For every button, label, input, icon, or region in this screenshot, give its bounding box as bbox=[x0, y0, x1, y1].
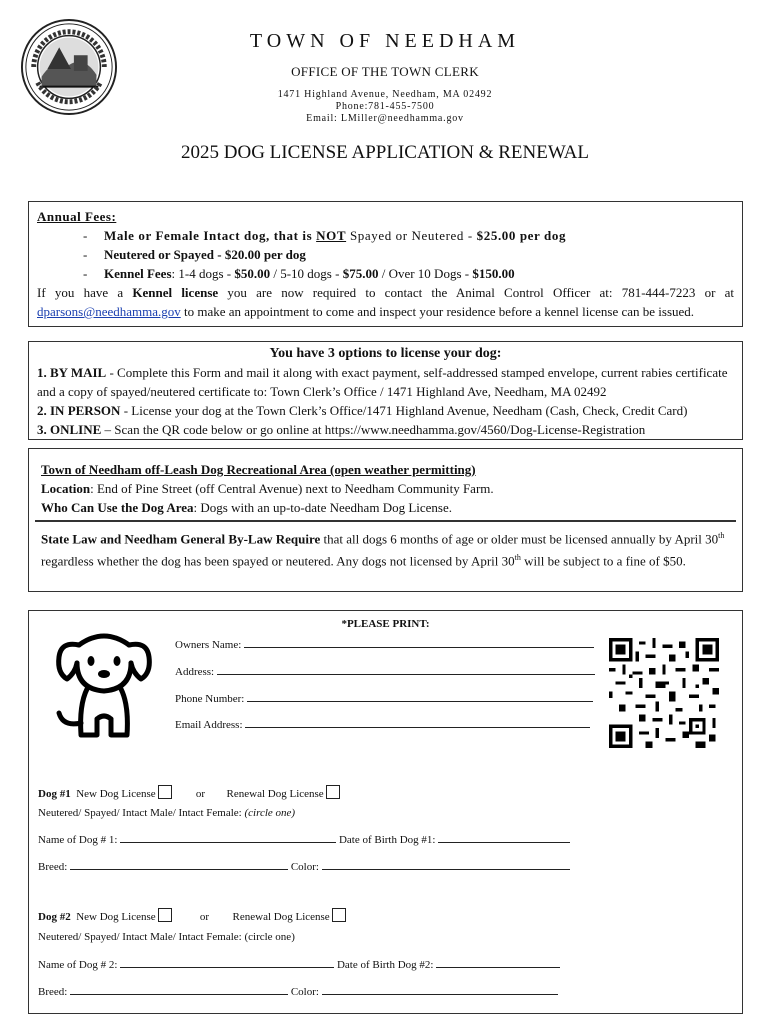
dog2-name-row bbox=[38, 957, 560, 971]
mail-label: 1. BY MAIL bbox=[37, 365, 107, 380]
annual-fees-box bbox=[28, 201, 743, 327]
dog1-name-field[interactable] bbox=[120, 832, 336, 843]
who-text: : Dogs with an up-to-date Needham Dog License. bbox=[193, 500, 452, 515]
dog2-license-type-row bbox=[38, 908, 346, 923]
dog1-color-label: Color: bbox=[290, 861, 319, 873]
email-field[interactable] bbox=[245, 717, 590, 728]
law-text2: regardless whether the dog has been spayed or neutered. Any dogs not licensed by April 30 bbox=[41, 553, 515, 569]
divider bbox=[35, 520, 736, 522]
options-heading: You have 3 options to license your dog: bbox=[269, 346, 502, 361]
dog2-or: or bbox=[199, 911, 210, 923]
dog2-breed-label: Breed: bbox=[38, 986, 68, 998]
dog1-breed-label: Breed: bbox=[38, 861, 68, 873]
superscript-th: th bbox=[514, 553, 521, 563]
dog-park-heading-text: Town of Needham off-Leash Dog Recreational Area (open weather permitting) bbox=[41, 462, 476, 477]
fee-item-neutered: - Neutered or Spayed - $20.00 per dog bbox=[83, 247, 306, 262]
dog2-name-field[interactable] bbox=[120, 957, 334, 968]
person-text: - License your dog at the Town Clerk’s Office/1471 Highland Avenue, Needham (Cash, Check, Credit Card) bbox=[120, 403, 688, 418]
dog-park-box bbox=[28, 448, 743, 592]
application-form-box bbox=[28, 610, 743, 1014]
dog1-status-label: Neutered/ Spayed/ Intact Male/ Intact Female: bbox=[38, 807, 245, 819]
dog1-name-label: Name of Dog # 1: bbox=[38, 834, 118, 846]
dog1-label: Dog #1 bbox=[38, 788, 71, 800]
dog1-or: or bbox=[195, 788, 206, 800]
state-law-paragraph bbox=[41, 526, 730, 571]
email-row bbox=[175, 717, 590, 731]
please-print-label: *PLEASE PRINT: bbox=[341, 618, 430, 630]
dog1-new-license-label: New Dog License bbox=[76, 788, 156, 800]
email-label: Email Address: bbox=[175, 719, 243, 731]
superscript-th: th bbox=[718, 531, 725, 540]
intact-price: $25.00 per dog bbox=[476, 228, 567, 243]
qr-code[interactable] bbox=[609, 637, 719, 749]
dog2-dob-label: Date of Birth Dog #2: bbox=[336, 959, 434, 971]
kennel-tier1: : 1-4 dogs - bbox=[171, 266, 235, 281]
dog2-new-license-checkbox[interactable] bbox=[158, 908, 172, 922]
law-text3: will be subject to a fine of $50. bbox=[520, 553, 686, 569]
phone-field[interactable] bbox=[247, 691, 593, 702]
fee-item-kennel: - Kennel Fees: 1-4 dogs - $50.00 / 5-10 dogs - $75.00 / Over 10 Dogs - $150.00 bbox=[83, 266, 515, 281]
option-online bbox=[37, 420, 734, 439]
town-title: TOWN OF NEEDHAM bbox=[249, 30, 521, 52]
dog1-color-field[interactable] bbox=[322, 859, 570, 870]
person-label: 2. IN PERSON bbox=[37, 403, 121, 418]
dog2-renewal-checkbox[interactable] bbox=[332, 908, 346, 922]
kennel-label: Kennel Fees bbox=[104, 266, 172, 281]
not-emphasis: NOT bbox=[316, 228, 347, 243]
owner-name-label: Owners Name: bbox=[175, 639, 242, 651]
kennel-price2: $75.00 bbox=[342, 266, 379, 281]
kennel-price1: $50.00 bbox=[234, 266, 271, 281]
mail-text: - Complete this Form and mail it along with exact payment, self-addressed stamped envelope, current rabies certificate and a copy of spayed/neutered certificate to: Town Clerk’s Office / 1471 Highland Ave, Needham, MA 02492 bbox=[37, 365, 728, 399]
kennel-tier3: / Over 10 Dogs - bbox=[378, 266, 473, 281]
kennel-para-d: to make an appointment to come and inspect your residence before a kennel license can be issued. bbox=[180, 304, 695, 319]
dog1-circle-one: (circle one) bbox=[244, 807, 296, 819]
law-text1: that all dogs 6 months of age or older must be licensed annually by April 30 bbox=[320, 531, 719, 547]
dog-park-who bbox=[41, 498, 730, 517]
intact-rest: Spayed or Neutered - bbox=[346, 228, 477, 243]
dog2-status-label: Neutered/ Spayed/ Intact Male/ Intact Female: (circle one) bbox=[38, 931, 295, 943]
address-field[interactable] bbox=[217, 664, 595, 675]
address-row bbox=[175, 664, 595, 678]
dog2-color-label: Color: bbox=[290, 986, 319, 998]
kennel-tier2: / 5-10 dogs - bbox=[270, 266, 343, 281]
kennel-paragraph bbox=[37, 283, 734, 321]
phone-row bbox=[175, 691, 593, 705]
online-label: 3. ONLINE bbox=[37, 422, 102, 437]
option-in-person bbox=[37, 401, 734, 420]
dog1-dob-field[interactable] bbox=[438, 832, 570, 843]
dog2-breed-row bbox=[38, 984, 558, 998]
dog2-status-row[interactable] bbox=[38, 931, 295, 943]
owner-name-field[interactable] bbox=[244, 637, 594, 648]
owner-name-row bbox=[175, 637, 594, 651]
fee-item-intact: - Male or Female Intact dog, that is NOT Spayed or Neutered - $25.00 per dog bbox=[83, 228, 567, 243]
intact-label: Male or Female Intact dog, that is bbox=[104, 228, 317, 243]
neutered-fee: Neutered or Spayed - $20.00 per dog bbox=[104, 247, 306, 262]
dog1-dob-label: Date of Birth Dog #1: bbox=[338, 834, 436, 846]
who-label: Who Can Use the Dog Area bbox=[41, 500, 194, 515]
dog-park-location bbox=[41, 479, 730, 498]
online-text: – Scan the QR code below or go online at https://www.needhamma.gov/4560/Dog-License-Registration bbox=[101, 422, 646, 437]
dog2-dob-field[interactable] bbox=[436, 957, 560, 968]
dog1-renewal-label: Renewal Dog License bbox=[226, 788, 324, 800]
license-options-box bbox=[28, 341, 743, 440]
dog1-name-row bbox=[38, 832, 570, 846]
address-line: 1471 Highland Avenue, Needham, MA 02492 bbox=[277, 89, 493, 100]
animal-control-email-link[interactable]: dparsons@needhamma.gov bbox=[37, 304, 181, 319]
dog2-breed-field[interactable] bbox=[70, 984, 288, 995]
dog1-breed-row bbox=[38, 859, 570, 873]
dog2-name-label: Name of Dog # 2: bbox=[38, 959, 118, 971]
dog2-new-license-label: New Dog License bbox=[76, 911, 156, 923]
email-line: Email: LMiller@needhamma.gov bbox=[306, 113, 464, 124]
kennel-price3: $150.00 bbox=[472, 266, 515, 281]
dog1-license-type-row bbox=[38, 785, 340, 800]
dog2-renewal-label: Renewal Dog License bbox=[232, 911, 330, 923]
dog1-new-license-checkbox[interactable] bbox=[158, 785, 172, 799]
dog2-color-field[interactable] bbox=[322, 984, 558, 995]
option-mail bbox=[37, 363, 734, 401]
phone-line: Phone:781-455-7500 bbox=[335, 101, 435, 112]
law-label: State Law and Needham General By-Law Require bbox=[41, 531, 321, 547]
form-title: 2025 DOG LICENSE APPLICATION & RENEWAL bbox=[181, 142, 589, 163]
clerk-address bbox=[0, 89, 770, 125]
location-label: Location bbox=[41, 481, 91, 496]
fees-heading: Annual Fees: bbox=[37, 209, 117, 224]
location-text: : End of Pine Street (off Central Avenue) next to Needham Community Farm. bbox=[90, 481, 494, 496]
dog1-status-row[interactable] bbox=[38, 807, 295, 819]
kennel-para-c: you are now required to contact the Animal Control Officer at: 781-444-7223 or at bbox=[218, 285, 735, 300]
dog2-label: Dog #2 bbox=[38, 911, 71, 923]
address-label: Address: bbox=[175, 666, 215, 678]
phone-label: Phone Number: bbox=[175, 693, 245, 705]
kennel-para-b: Kennel license bbox=[132, 285, 219, 300]
dog-icon bbox=[49, 623, 159, 741]
kennel-para-a: If you have a bbox=[37, 285, 133, 300]
dog-park-heading bbox=[41, 460, 730, 479]
dog1-renewal-checkbox[interactable] bbox=[326, 785, 340, 799]
dog1-breed-field[interactable] bbox=[70, 859, 288, 870]
office-title: OFFICE OF THE TOWN CLERK bbox=[291, 64, 479, 79]
